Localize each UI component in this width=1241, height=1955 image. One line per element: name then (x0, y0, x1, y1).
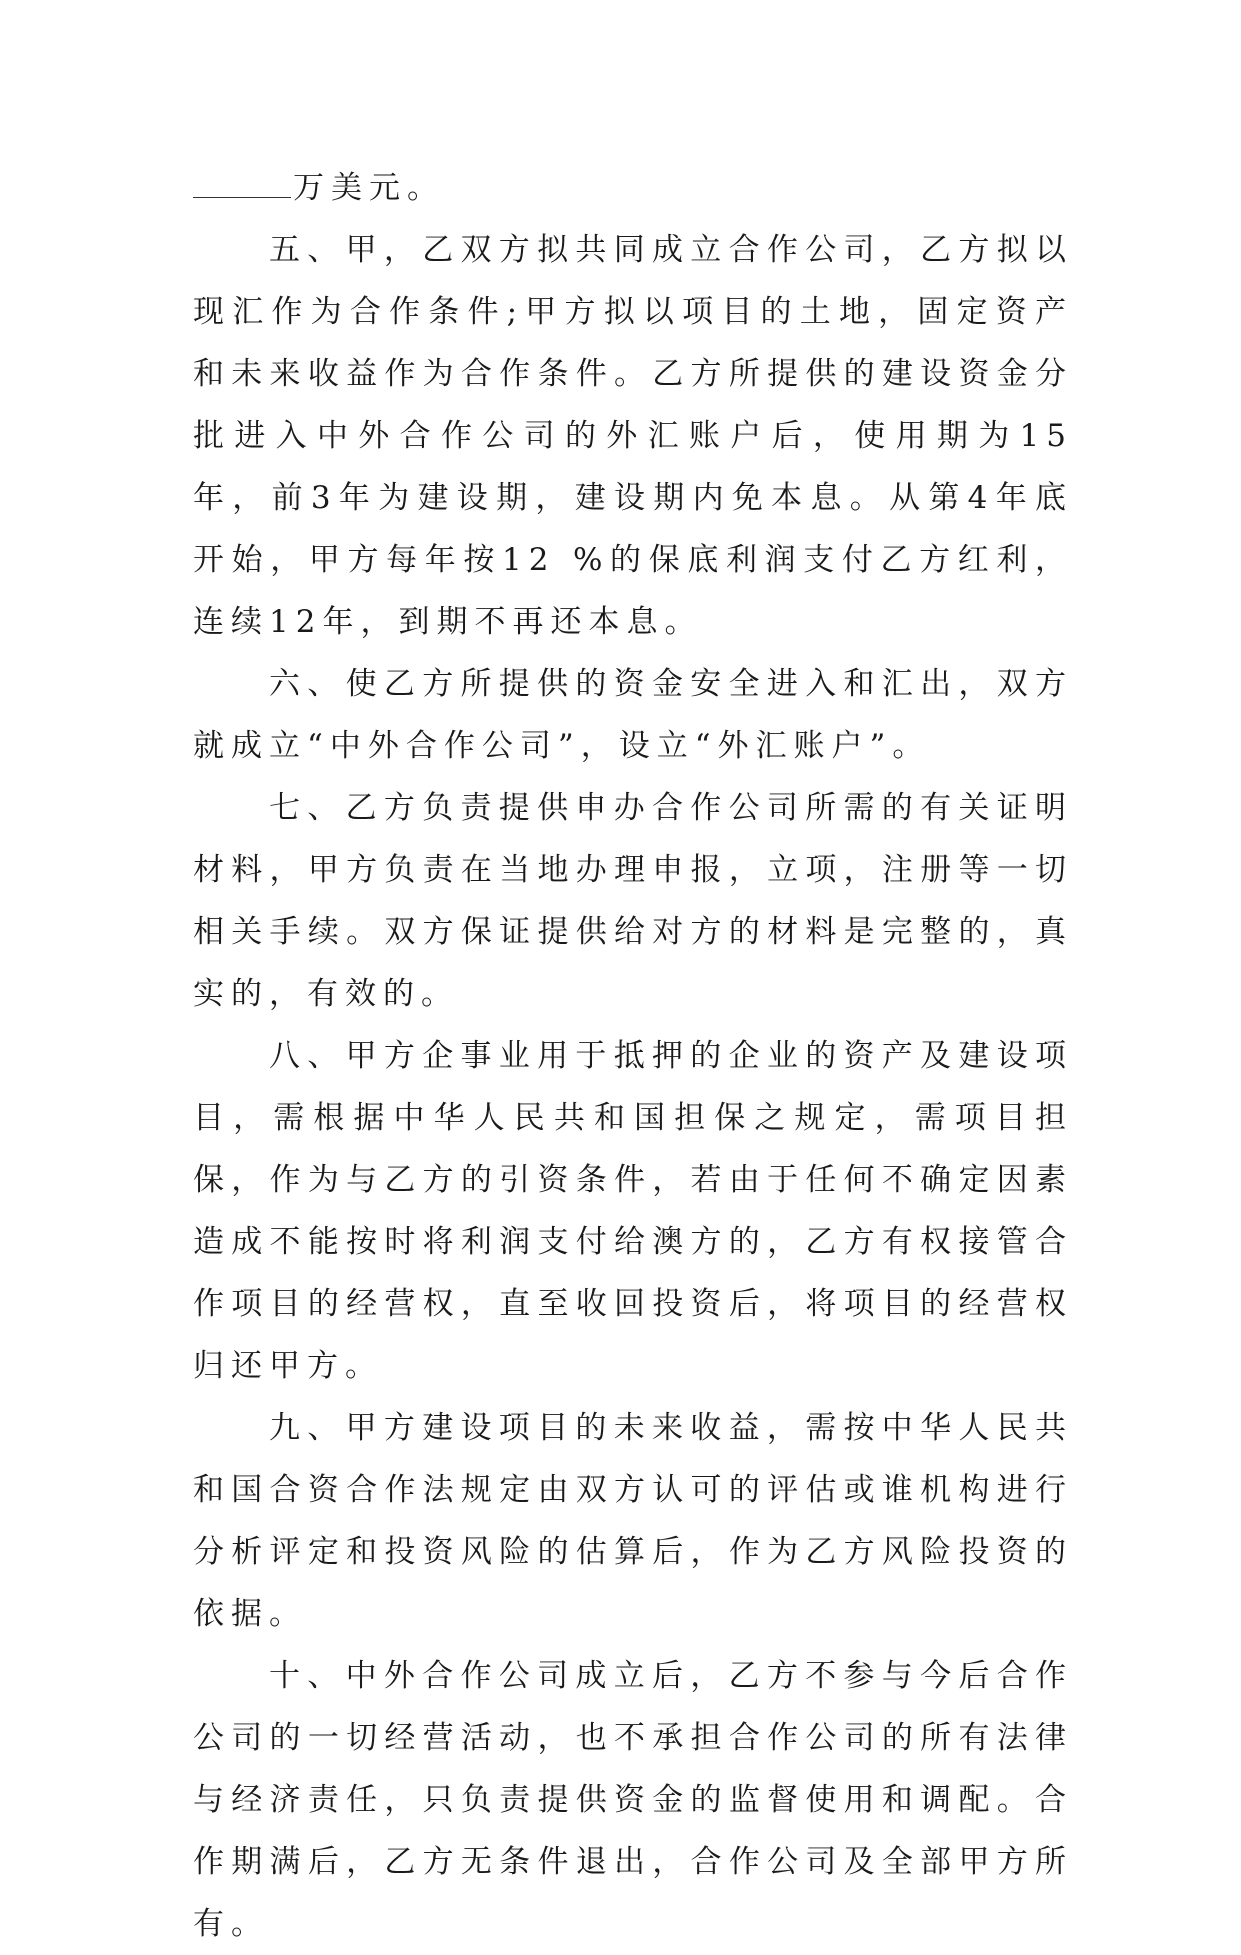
blank-line (193, 177, 291, 198)
clause-eight: 八、甲方企事业用于抵押的企业的资产及建设项目，需根据中华人民共和国担保之规定，需项目担保，作为与乙方的引资条件，若由于任何不确定因素造成不能按时将利润支付给澳方的，乙方有权接管合作项目的经营权，直至收回投资后，将项目的经营权归还甲方。 (193, 1038, 1073, 1384)
clause-nine: 九、甲方建设项目的未来收益，需按中华人民共和国合资合作法规定由双方认可的评估或谁机构进行分析评定和投资风险的估算后，作为乙方风险投资的依据。 (193, 1410, 1073, 1632)
paragraph-continuation (193, 157, 1073, 219)
clause-five: 五、甲，乙双方拟共同成立合作公司，乙方拟以现汇作为合作条件;甲方拟以项目的土地，固定资产和未来收益作为合作条件。乙方所提供的建设资金分批进入中外合作公司的外汇账户后，使用期为15年，前3年为建设期，建设期内免本息。从第4年底开始，甲方每年按12 %的保底利润支付乙方红利，连续12年，到期不再还本息。 (193, 232, 1073, 640)
clause-seven: 七、乙方负责提供申办合作公司所需的有关证明材料，甲方负责在当地办理申报，立项，注册等一切相关手续。双方保证提供给对方的材料是完整的，真实的，有效的。 (193, 790, 1073, 1012)
clause-six: 六、使乙方所提供的资金安全进入和汇出，双方就成立“中外合作公司”，设立“外汇账户”。 (193, 666, 1073, 764)
amount-unit-text: 万美元。 (293, 170, 445, 206)
clause-ten: 十、中外合作公司成立后，乙方不参与今后合作公司的一切经营活动，也不承担合作公司的所有法律与经济责任，只负责提供资金的监督使用和调配。合作期满后，乙方无条件退出，合作公司及全部甲方所有。 (193, 1658, 1073, 1942)
document-body (193, 157, 1073, 1955)
